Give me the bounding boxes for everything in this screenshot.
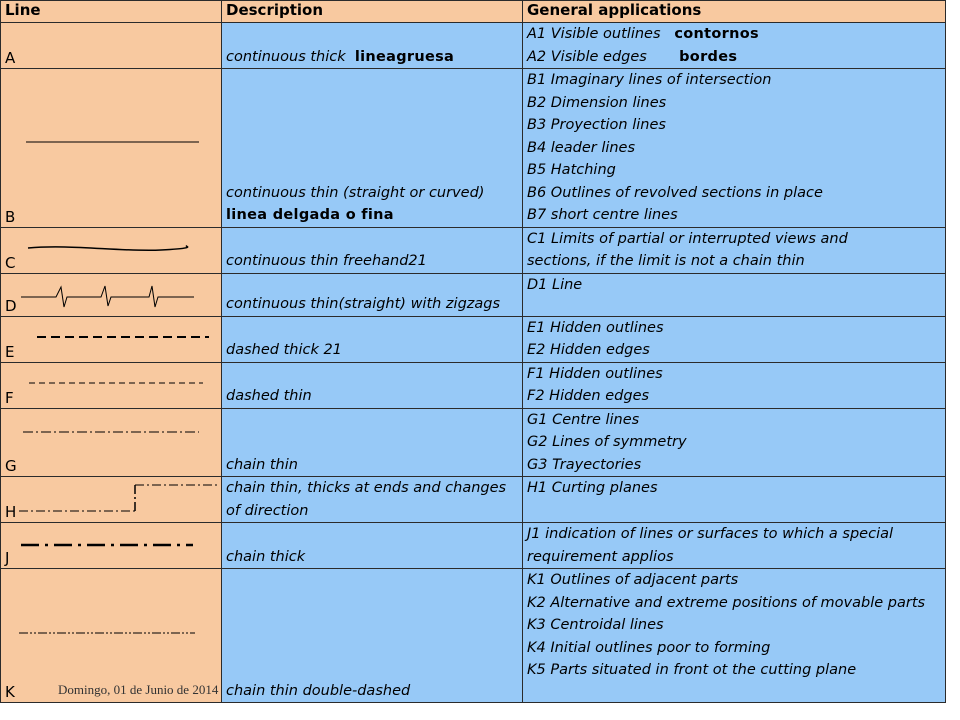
application-item: E2 Hidden edges (527, 342, 650, 358)
application-item: H1 Curting planes (527, 480, 658, 496)
line-label: K (5, 683, 15, 701)
application-item: D1 Line (527, 276, 583, 293)
line-sample-cell (1, 316, 222, 362)
applications-cell (523, 408, 946, 477)
application-item: K2 Alternative and extreme positions of movable parts (527, 594, 926, 611)
description-cell (222, 227, 523, 273)
table-row (1, 362, 946, 408)
description-cell (222, 477, 523, 523)
description-cell (222, 69, 523, 228)
header-applications: General applications (523, 1, 946, 23)
application-item: K4 Initial outlines poor to forming (527, 639, 771, 656)
line-sample-cell (1, 69, 222, 228)
application-item: sections, if the limit is not a chain thin (527, 253, 805, 269)
application-item: B6 Outlines of revolved sections in place (527, 184, 823, 201)
line-sample-cell (1, 23, 222, 69)
applications-cell (523, 477, 946, 523)
application-item: B7 short centre lines (527, 207, 678, 223)
application-item: E1 Hidden outlines (527, 319, 664, 336)
application-item: K3 Centroidal lines (527, 617, 664, 633)
header-row (1, 1, 946, 23)
applications-cell (523, 273, 946, 316)
application-item: G1 Centre lines (527, 411, 640, 428)
line-sample-cell (1, 362, 222, 408)
application-item: B4 leader lines (527, 139, 636, 156)
application-item: F1 Hidden outlines (527, 365, 663, 382)
zigzag-line (1, 274, 222, 317)
description-cell (222, 23, 523, 69)
applications-cell (523, 23, 946, 69)
spanish-note: contornos (674, 26, 759, 42)
line-label: B (5, 207, 16, 226)
table-row (1, 523, 946, 569)
line-label: C (5, 253, 16, 272)
spanish-note: linea delgada o fina (226, 207, 394, 223)
header-description: Description (222, 1, 523, 23)
line-sample-cell (1, 273, 222, 316)
application-item: B1 Imaginary lines of intersection (527, 72, 772, 88)
application-item: K1 Outlines of adjacent parts (527, 572, 739, 588)
applications-cell (523, 523, 946, 569)
application-item: K5 Parts situated in front ot the cutting plane (527, 662, 857, 678)
description-cell (222, 362, 523, 408)
applications-cell (523, 316, 946, 362)
line-label: E (5, 342, 15, 361)
applications-cell (523, 569, 946, 703)
table-row (1, 477, 946, 523)
applications-cell (523, 362, 946, 408)
continuous-thin-line (1, 69, 222, 227)
line-label: F (5, 388, 14, 407)
cutting-plane-line (1, 477, 222, 522)
description-cell (222, 569, 523, 703)
application-item: A1 Visible outlines (527, 26, 661, 42)
line-sample-cell (1, 227, 222, 273)
application-item: B2 Dimension lines (527, 94, 667, 111)
application-item: C1 Limits of partial or interrupted views and (527, 230, 848, 247)
chain-thick-line (1, 523, 222, 568)
description-text: dashed thick 21 (226, 342, 342, 358)
line-label: H (5, 503, 17, 521)
description-text: chain thin, thicks at ends and changes (226, 480, 507, 496)
application-item: F2 Hidden edges (527, 388, 650, 404)
description-text: chain thin double-dashed (226, 682, 411, 699)
line-label: D (5, 296, 17, 315)
line-label: G (5, 457, 17, 475)
table-row (1, 69, 946, 228)
line-sample-cell (1, 523, 222, 569)
dashed-thick-line (1, 317, 222, 361)
description-text: of direction (226, 502, 309, 519)
description-text: chain thin (226, 456, 298, 473)
line-sample-cell (1, 408, 222, 477)
line-label: A (5, 49, 16, 67)
table-row (1, 273, 946, 316)
applications-cell (523, 227, 946, 273)
table-row (1, 316, 946, 362)
chain-thin-line (1, 409, 222, 477)
description-cell (222, 316, 523, 362)
application-item: A2 Visible edges (527, 48, 647, 65)
description-cell (222, 408, 523, 477)
table-row (1, 23, 946, 69)
description-cell (222, 273, 523, 316)
description-text: continuous thin freehand21 (226, 253, 427, 269)
description-text: continuous thin (straight or curved) (226, 184, 485, 201)
description-text: dashed thin (226, 388, 312, 404)
header-line: Line (1, 1, 222, 23)
application-item: B3 Proyection lines (527, 117, 666, 133)
application-item: B5 Hatching (527, 162, 616, 178)
dashed-thin-line (1, 363, 222, 408)
spanish-note: bordes (679, 48, 738, 65)
date-footer: Domingo, 01 de Junio de 2014 (58, 682, 219, 697)
table-row (1, 408, 946, 477)
description-text: continuous thick (226, 48, 346, 65)
freehand-line (1, 228, 222, 273)
spanish-note: lineagruesa (354, 48, 455, 65)
description-text: continuous thin(straight) with zigzags (226, 296, 501, 312)
line-sample-cell (1, 477, 222, 523)
application-item: requirement applios (527, 548, 674, 565)
application-item: G3 Trayectories (527, 456, 642, 473)
table-row (1, 227, 946, 273)
line-label: J (5, 549, 10, 567)
description-text: chain thick (226, 548, 306, 565)
applications-cell (523, 69, 946, 228)
description-cell (222, 523, 523, 569)
application-item: J1 indication of lines or surfaces to which a special (527, 526, 894, 542)
application-item: G2 Lines of symmetry (527, 434, 687, 450)
